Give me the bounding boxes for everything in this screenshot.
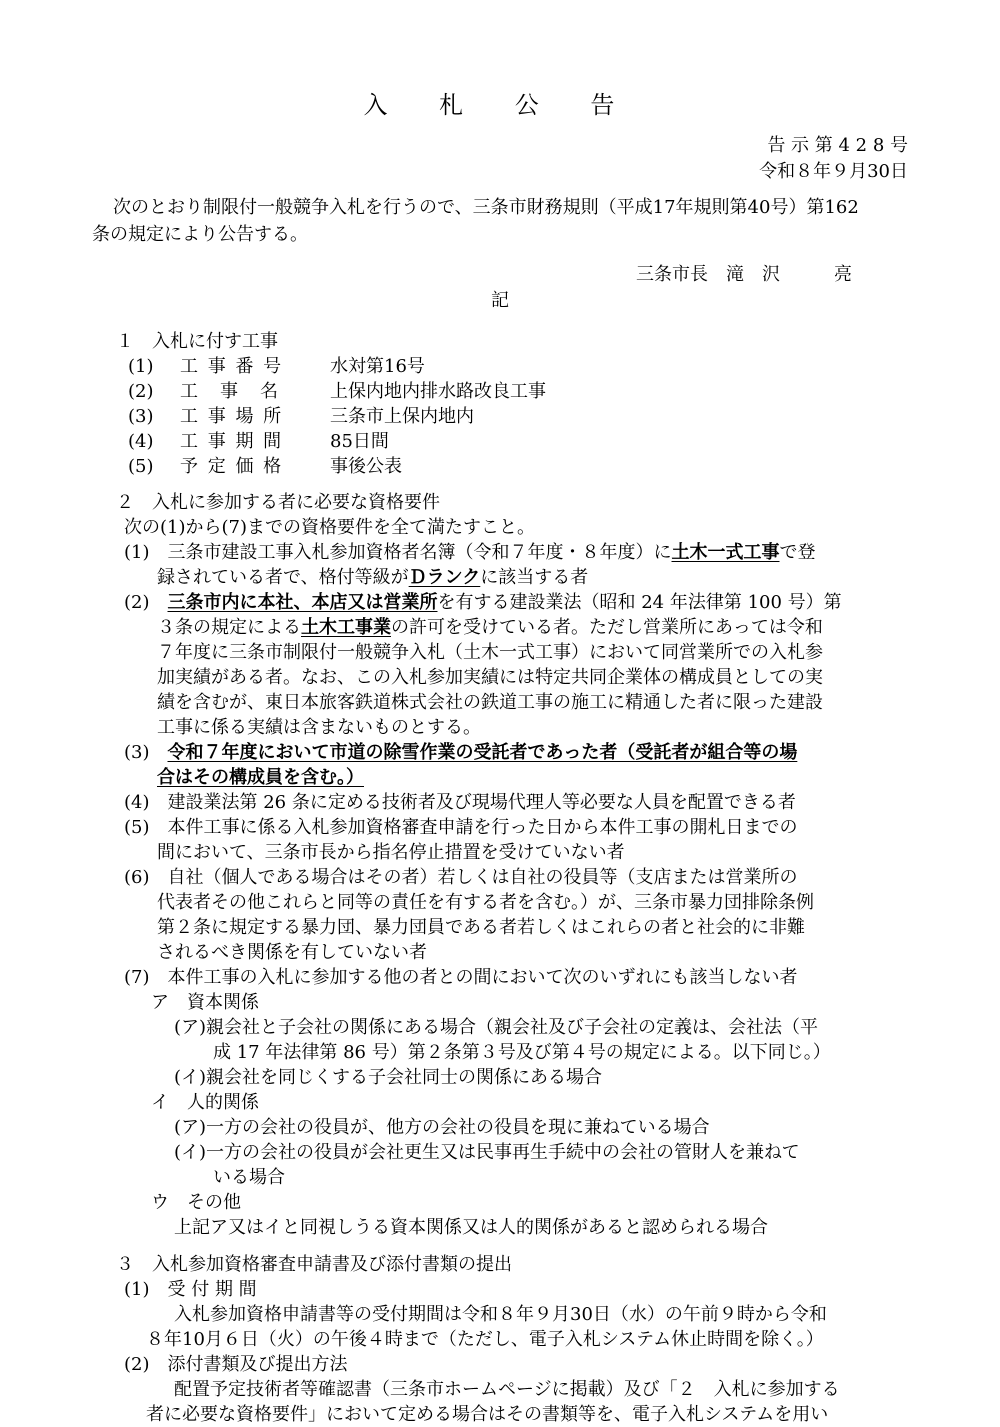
s3-item-1-line-1: 入札参加資格申請書等の受付期間は令和８年９月30日（水）の午前９時から令和	[174, 1304, 827, 1325]
intro-line-2: 条の規定により公告する。	[92, 224, 308, 245]
personnel-relation-1: (ア)一方の会社の役員が、他方の会社の役員を現に兼ねている場合	[174, 1117, 710, 1138]
s2-item-3-line-1: (3) 令和７年度において市道の除雪作業の受託者であった者（受託者が組合等の場	[124, 742, 798, 763]
emphasis-d-rank: Ｄランク	[408, 567, 481, 588]
s1-item-4: (4) 工 事 期 間 85日間	[128, 431, 389, 452]
s2-item-5-line-2: 間において、三条市長から指名停止措置を受けていない者	[157, 842, 625, 863]
s2-item-3-line-2: 合はその構成員を含む。）	[157, 767, 364, 788]
s2-item-2-line-1: (2) 三条市内に本社、本店又は営業所を有する建設業法（昭和 24 年法律第 100 号）第	[124, 592, 842, 613]
s2-item-7: (7) 本件工事の入札に参加する他の者との間において次のいずれにも該当しない者	[124, 967, 798, 988]
capital-relation-1-line-2: 成 17 年法律第 86 号）第２条第３号及び第４号の規定による。以下同じ。）	[213, 1042, 831, 1063]
s3-item-2-heading: (2) 添付書類及び提出方法	[124, 1354, 348, 1375]
s2-item-1-line-2: 録されている者で、格付等級がＤランクに該当する者	[157, 567, 589, 588]
s2-item-2-line-3: ７年度に三条市制限付一般競争入札（土木一式工事）において同営業所での入札参	[157, 642, 823, 663]
emphasis-doboku-kouji: 土木工事業	[301, 617, 391, 638]
s3-item-2-line-1: 配置予定技術者等確認書（三条市ホームページに掲載）及び「２ 入札に参加する	[174, 1379, 840, 1400]
s2-item-2-line-2: ３条の規定による土木工事業の許可を受けている者。ただし営業所にあっては令和	[157, 617, 823, 638]
emphasis-office: 三条市内に本社、本店又は営業所	[167, 592, 438, 613]
personnel-relation-2-line-2: いる場合	[213, 1167, 285, 1188]
s2-item-6-line-4: されるべき関係を有していない者	[157, 942, 427, 963]
s3-item-2-line-2: 者に必要な資格要件」において定める場合はその書類等を、電子入札システムを用い	[146, 1404, 829, 1425]
section-1-heading: １ 入札に付す工事	[116, 331, 278, 352]
ki-marker: 記	[491, 290, 509, 311]
intro-line-1: 次のとおり制限付一般競争入札を行うので、三条市財務規則（平成17年規則第40号）第162	[113, 197, 859, 218]
personnel-relation-heading: イ 人的関係	[151, 1092, 259, 1113]
s2-item-2-line-5: 績を含むが、東日本旅客鉄道株式会社の鉄道工事の施工に精通した者に限った建設	[157, 692, 823, 713]
capital-relation-1-line-1: (ア)親会社と子会社の関係にある場合（親会社及び子会社の定義は、会社法（平	[174, 1017, 819, 1038]
s1-item-1: (1) 工 事 番 号 水対第16号	[128, 356, 425, 377]
s2-item-4: (4) 建設業法第 26 条に定める技術者及び現場代理人等必要な人員を配置できる者	[124, 792, 796, 813]
s3-item-1-heading: (1) 受 付 期 間	[124, 1279, 257, 1300]
notice-date: 令和８年９月30日	[759, 161, 908, 182]
signer: 三条市長 滝 沢 亮	[636, 264, 852, 285]
s2-item-6-line-3: 第２条に規定する暴力団、暴力団員である者若しくはこれらの者と社会的に非難	[157, 917, 805, 938]
section-3-heading: ３ 入札参加資格審査申請書及び添付書類の提出	[116, 1254, 512, 1275]
s1-item-3: (3) 工 事 場 所 三条市上保内地内	[128, 406, 474, 427]
capital-relation-2: (イ)親会社を同じくする子会社同士の関係にある場合	[174, 1067, 603, 1088]
other-relation-heading: ウ その他	[151, 1192, 241, 1213]
s2-item-5-line-1: (5) 本件工事に係る入札参加資格審査申請を行った日から本件工事の開札日までの	[124, 817, 798, 838]
s3-item-1-line-2: ８年10月６日（火）の午後４時まで（ただし、電子入札システム休止時間を除く。）	[146, 1329, 824, 1350]
s1-item-5: (5) 予 定 価 格 事後公表	[128, 456, 402, 477]
personnel-relation-2-line-1: (イ)一方の会社の役員が会社更生又は民事再生手続中の会社の管財人を兼ねて	[174, 1142, 800, 1163]
capital-relation-heading: ア 資本関係	[151, 992, 259, 1013]
s1-item-2: (2) 工 事 名 上保内地内排水路改良工事	[128, 381, 546, 402]
s2-item-6-line-2: 代表者その他これらと同等の責任を有する者を含む。）が、三条市暴力団排除条例	[157, 892, 814, 913]
emphasis-doboku: 土木一式工事	[671, 542, 780, 563]
s2-item-2-line-4: 加実績がある者。なお、この入札参加実績には特定共同企業体の構成員としての実	[157, 667, 823, 688]
notice-number: 告 示 第 4 2 8 号	[767, 135, 908, 156]
s2-item-2-line-6: 工事に係る実績は含まないものとする。	[157, 717, 481, 738]
s2-item-1-line-1: (1) 三条市建設工事入札参加資格者名簿（令和７年度・８年度）に土木一式工事で登	[124, 542, 816, 563]
page-title: 入 札 公 告	[363, 91, 637, 119]
s2-lead: 次の(1)から(7)までの資格要件を全て満たすこと。	[124, 517, 535, 538]
section-2-heading: ２ 入札に参加する者に必要な資格要件	[116, 492, 440, 513]
other-relation-text: 上記ア又はイと同視しうる資本関係又は人的関係があると認められる場合	[174, 1217, 768, 1238]
s2-item-6-line-1: (6) 自社（個人である場合はその者）若しくは自社の役員等（支店または営業所の	[124, 867, 798, 888]
